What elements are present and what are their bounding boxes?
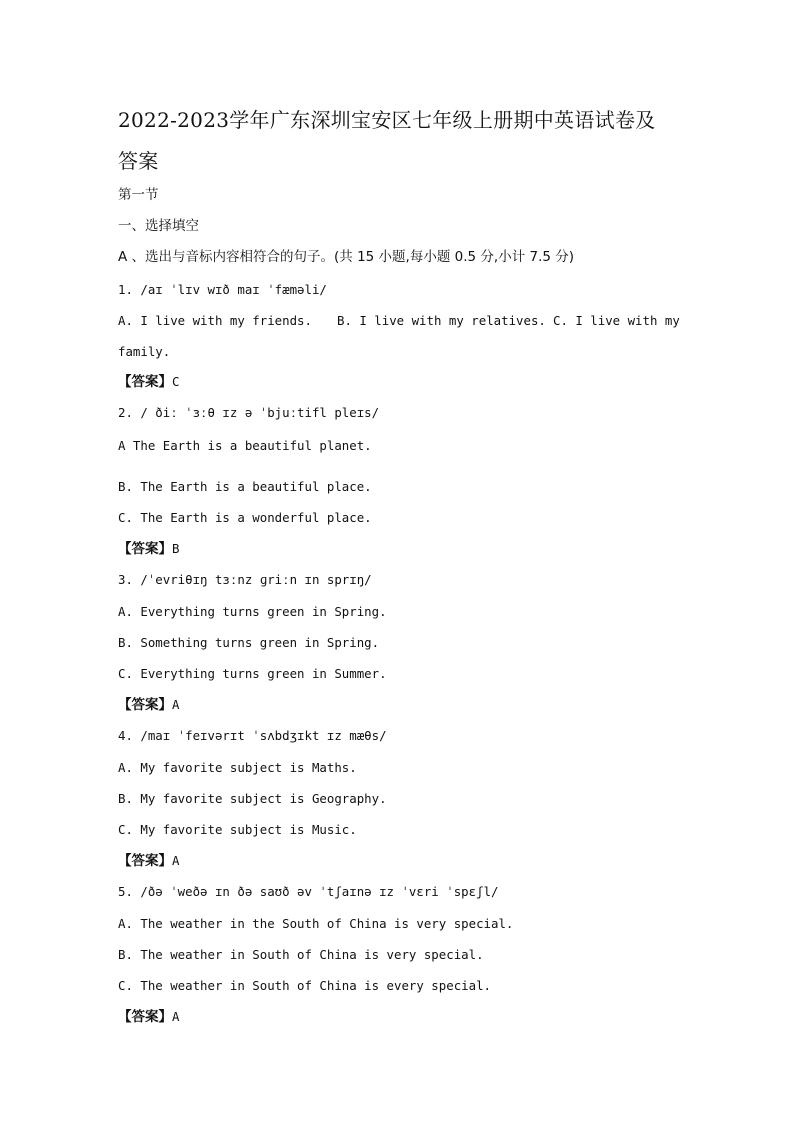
question-1-phonetic: 1. /aɪ ˈlɪv wɪð maɪ ˈfæməli/ [118,282,327,297]
answer-label: 【答案】 [118,853,172,869]
question-3-option-a: A. Everything turns green in Spring. [118,604,387,619]
answer-label: 【答案】 [118,541,172,557]
question-3-phonetic: 3. /ˈevriθɪŋ tɜːnz ɡriːn ɪn sprɪŋ/ [118,572,372,587]
question-4-answer [118,853,179,869]
question-4-option-c: C. My favorite subject is Music. [118,822,357,837]
answer-value: A [172,853,180,868]
question-1-option-c-continued: family. [118,344,171,359]
question-5-phonetic: 5. /ðə ˈweðə ɪn ðə saʊð əv ˈtʃaɪnə ɪz ˈvɛri ˈspɛʃl/ [118,884,499,899]
question-3-option-c: C. Everything turns green in Summer. [118,666,387,681]
question-2-option-b: B. The Earth is a beautiful place. [118,479,372,494]
question-4-option-a: A. My favorite subject is Maths. [118,760,357,775]
document-title-line-1: 2022-2023学年广东深圳宝安区七年级上册期中英语试卷及 [118,108,656,132]
question-1-option-b: B. I live with my relatives. [337,313,546,328]
question-5-option-a: A. The weather in the South of China is very special. [118,916,514,931]
answer-label: 【答案】 [118,374,172,390]
part-heading: 一、选择填空 [118,218,199,234]
question-1-answer [118,374,179,390]
answer-value: A [172,697,180,712]
answer-label: 【答案】 [118,697,172,713]
question-2-option-a: A The Earth is a beautiful planet. [118,438,372,453]
question-4-phonetic: 4. /maɪ ˈfeɪvərɪt ˈsʌbdʒɪkt ɪz mæθs/ [118,728,387,743]
answer-value: C [172,374,180,389]
question-1-option-a: A. I live with my friends. [118,313,312,328]
question-5-option-c: C. The weather in South of China is every special. [118,978,491,993]
question-5-answer [118,1009,179,1025]
instruction-text: A 、选出与音标内容相符合的句子。(共 15 小题,每小题 0.5 分,小计 7.5 分) [118,249,575,265]
answer-label: 【答案】 [118,1009,172,1025]
question-2-option-c: C. The Earth is a wonderful place. [118,510,372,525]
question-4-option-b: B. My favorite subject is Geography. [118,791,387,806]
question-2-answer [118,541,179,557]
question-1-option-c: C. I live with my [553,313,680,328]
answer-value: B [172,541,180,556]
question-3-answer [118,697,179,713]
question-3-option-b: B. Something turns green in Spring. [118,635,380,650]
question-5-option-b: B. The weather in South of China is very special. [118,947,484,962]
question-2-phonetic: 2. / ðiː ˈɜːθ ɪz ə ˈbjuːtifl pleɪs/ [118,405,380,420]
section-heading: 第一节 [118,187,159,203]
document-title-line-2: 答案 [118,149,159,173]
answer-value: A [172,1009,180,1024]
